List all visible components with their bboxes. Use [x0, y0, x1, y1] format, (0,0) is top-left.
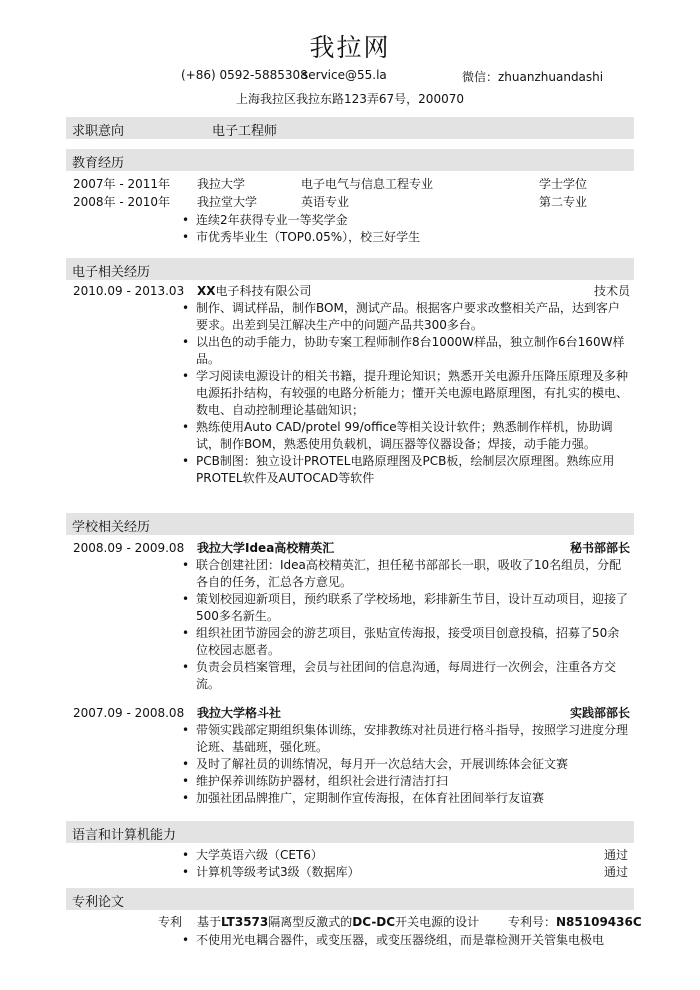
list-item: • 联合创建社团：Idea高校精英汇，担任秘书部部长一职，吸收了10名组员，分配各自的任务，汇总各方意见。 — [180, 557, 630, 591]
skill-status: 通过 — [603, 865, 628, 879]
work-date: 2010.09 - 2013.03 — [73, 284, 185, 298]
list-item: • 大学英语六级（CET6） — [180, 847, 500, 864]
list-item: • 熟练使用Auto CAD/protel 99/office等相关设计软件；熟悉制作样机，协助调试，制作BOM，熟悉使用负载机，调压器等仪器设备；焊接，动手能力强。 — [180, 419, 630, 453]
patent-title-part: 基于 — [197, 915, 222, 929]
address: 上海我拉区我拉东路123弄67号，200070 — [236, 92, 464, 106]
list-item: • 市优秀毕业生（TOP0.05%），校三好学生 — [180, 229, 630, 246]
edu-school: 我拉大学 — [197, 177, 246, 191]
email: service@55.la — [302, 68, 387, 82]
patent-title-part: LT3573 — [221, 915, 269, 929]
section-title: 求职意向 — [72, 124, 125, 139]
edu-school: 我拉堂大学 — [197, 195, 258, 209]
section-title: 语言和计算机能力 — [72, 828, 177, 843]
patent-title-part: 开关电源的设计 — [395, 915, 480, 929]
edu-bullets — [180, 212, 630, 246]
edu-major: 英语专业 — [301, 195, 350, 209]
work-role: 技术员 — [593, 284, 630, 298]
list-item: • 维护保养训练防护器材，组织社会进行清洁打扫 — [180, 773, 630, 790]
company-bold: XX — [197, 284, 216, 298]
list-item: • 加强社团品牌推广，定期制作宣传海报，在体育社团间举行友谊赛 — [180, 790, 630, 807]
list-item: • 负责会员档案管理，会员与社团间的信息沟通，每周进行一次例会，注重各方交流。 — [180, 659, 630, 693]
section-title: 教育经历 — [72, 156, 125, 171]
work-company — [197, 283, 312, 299]
skill-status: 通过 — [603, 848, 628, 862]
patent-number-value: N85109436C — [556, 915, 642, 929]
list-item: • 学习阅读电源设计的相关书籍，提升理论知识；熟悉开关电源升压降压原理及多种电源拓扑结构，有较强的电路分析能力；懂开关电源电路原理图，有扎实的模电、数电、自动控制理论基础知识； — [180, 368, 630, 419]
list-item: • PCB制图：独立设计PROTEL电路原理图及PCB板，绘制层次原理图。熟练应用PROTEL软件及AUTOCAD等软件 — [180, 453, 630, 487]
section-title: 电子相关经历 — [72, 265, 151, 280]
school-role: 秘书部部长 — [569, 541, 630, 555]
list-item: • 组织社团节游园会的游艺项目，张贴宣传海报，接受项目创意投稿，招募了50余位校园志愿者。 — [180, 625, 630, 659]
skills-list — [180, 847, 500, 881]
section-objective — [66, 117, 634, 139]
patent-bullets — [180, 932, 630, 949]
patent-title-part: 隔离型反激式的 — [268, 915, 353, 929]
school-date: 2008.09 - 2009.08 — [73, 541, 185, 555]
patent-title-part: DC-DC — [352, 915, 396, 929]
section-work — [66, 258, 634, 280]
list-item: • 带领实践部定期组织集体训练，安排教练对社员进行格斗指导，按照学习进度分理论班、基础班，强化班。 — [180, 722, 630, 756]
list-item: • 以出色的动手能力，协助专案工程师制作8台1000W样品，独立制作6台160W样品。 — [180, 334, 630, 368]
company-name: 电子科技有限公司 — [215, 284, 312, 298]
section-education — [66, 149, 634, 171]
patent-number — [508, 914, 642, 930]
edu-degree: 第二专业 — [539, 195, 588, 209]
resume-name: 我拉网 — [309, 33, 391, 62]
school-org: 我拉大学格斗社 — [197, 706, 282, 720]
edu-major: 电子电气与信息工程专业 — [301, 177, 434, 191]
school-bullets — [180, 722, 630, 807]
edu-date: 2008年 - 2010年 — [73, 195, 171, 209]
school-role: 实践部部长 — [569, 706, 630, 720]
patent-number-label: 专利号： — [508, 915, 557, 929]
list-item: • 策划校园迎新项目，预约联系了学校场地，彩排新生节目，设计互动项目，迎接了500多名新生。 — [180, 591, 630, 625]
edu-date: 2007年 - 2011年 — [73, 177, 171, 191]
list-item: • 不使用光电耦合器件，或变压器，或变压器绕组，而是靠检测开关管集电极电 — [180, 932, 630, 949]
patent-title — [197, 914, 479, 930]
list-item: • 及时了解社员的训练情况，每月开一次总结大会，开展训练体会征文赛 — [180, 756, 630, 773]
section-skills — [66, 821, 634, 843]
school-org: 我拉大学Idea高校精英汇 — [197, 541, 335, 555]
patent-label: 专利 — [158, 915, 183, 929]
contact-line — [0, 68, 700, 84]
list-item: • 制作、调试样品，制作BOM，测试产品。根据客户要求改整相关产品，达到客户要求。出差到吴江解决生产中的问题产品共300多台。 — [180, 300, 630, 334]
list-item: • 计算机等级考试3级（数据库） — [180, 864, 500, 881]
edu-degree: 学士学位 — [539, 177, 588, 191]
section-school — [66, 513, 634, 535]
list-item: • 连续2年获得专业一等奖学金 — [180, 212, 630, 229]
school-date: 2007.09 - 2008.08 — [73, 706, 185, 720]
school-bullets — [180, 557, 630, 693]
work-bullets — [180, 300, 630, 487]
objective-value: 电子工程师 — [212, 124, 278, 139]
section-patents — [66, 888, 634, 910]
phone: (+86) 0592-5885308 — [181, 68, 308, 82]
section-title: 专利论文 — [72, 895, 125, 910]
wechat: 微信：zhuanzhuandashi — [462, 70, 604, 84]
section-title: 学校相关经历 — [72, 520, 151, 535]
